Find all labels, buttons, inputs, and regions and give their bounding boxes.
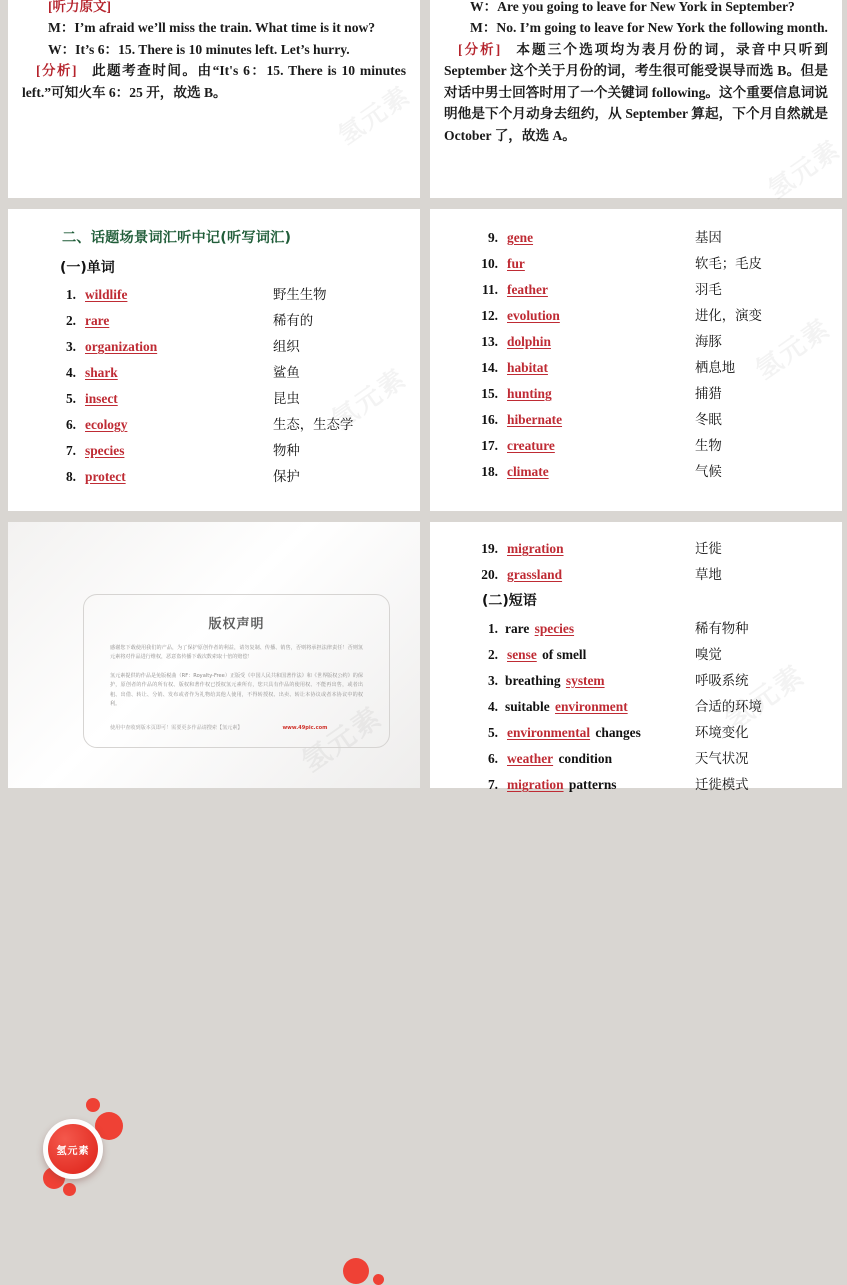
vocabulary-english: feather — [507, 282, 548, 297]
vocabulary-row — [446, 435, 826, 454]
vocabulary-chinese: 稀有的 — [273, 314, 314, 329]
vocabulary-number: 17. — [481, 438, 498, 453]
phrase-chinese: 呼吸系统 — [695, 674, 749, 689]
slide-vocabulary-3 — [430, 522, 842, 793]
vocabulary-english: hunting — [507, 386, 552, 401]
phrase-number: 7. — [487, 777, 498, 792]
phrase-row — [446, 618, 826, 637]
vocabulary-row — [446, 461, 826, 480]
phrase-row — [446, 644, 826, 663]
website-url[interactable]: www.49pic.com — [282, 724, 328, 731]
vocabulary-english: gene — [507, 230, 534, 245]
vocabulary-row — [24, 310, 404, 329]
vocabulary-number: 11. — [482, 282, 498, 297]
vocabulary-chinese: 迁徙 — [695, 542, 722, 557]
vocabulary-english: migration — [507, 541, 564, 556]
vocabulary-english: creature — [507, 438, 555, 453]
vocabulary-row — [24, 466, 404, 485]
transcript-line-w1: W：It’s 6：15. There is 10 minutes left. Let’s hurry. — [48, 41, 350, 57]
vocabulary-number: 4. — [65, 365, 76, 380]
section-heading: 二、话题场景词汇听中记(听写词汇) — [62, 230, 292, 246]
copyright-title: 版权声明 — [208, 617, 265, 632]
phrase-english — [505, 647, 695, 663]
phrase-keyword: sense — [507, 647, 537, 662]
phrase-row — [446, 722, 826, 741]
vocabulary-row — [446, 383, 826, 402]
vocabulary-number: 14. — [481, 360, 498, 375]
phrase-chinese: 稀有物种 — [695, 622, 749, 637]
vocabulary-chinese: 羽毛 — [695, 283, 722, 298]
vocabulary-chinese: 捕猎 — [695, 387, 722, 402]
vocabulary-english: dolphin — [507, 334, 551, 349]
phrase-plain-after: condition — [555, 751, 613, 766]
vocabulary-english: shark — [85, 365, 118, 380]
vocabulary-row — [24, 440, 404, 459]
phrase-number: 2. — [487, 647, 498, 662]
vocabulary-english: species — [85, 443, 125, 458]
vocabulary-row — [446, 331, 826, 350]
phrase-keyword: system — [565, 673, 605, 688]
decorative-bubble — [63, 1183, 76, 1196]
vocabulary-chinese: 栖息地 — [695, 361, 736, 376]
vocabulary-row — [24, 362, 404, 381]
vocabulary-number: 2. — [65, 313, 76, 328]
vocabulary-english: climate — [507, 464, 549, 479]
vocabulary-row — [446, 409, 826, 428]
phrase-plain-after: changes — [592, 725, 641, 740]
slide-vocabulary-2 — [430, 209, 842, 511]
analysis-tag: [分析] — [36, 63, 77, 79]
vocabulary-row — [24, 336, 404, 355]
vocabulary-english: grassland — [507, 567, 563, 582]
copyright-footer — [110, 724, 363, 731]
phrase-chinese: 嗅觉 — [695, 648, 722, 663]
phrase-english — [505, 621, 695, 637]
phrase-keyword: migration — [507, 777, 564, 792]
phrase-plain-before: suitable — [505, 699, 553, 714]
vocabulary-chinese: 基因 — [695, 231, 722, 246]
phrase-english — [505, 777, 695, 793]
vocabulary-row — [24, 284, 404, 303]
analysis-paragraph — [444, 39, 828, 146]
transcript-line-m1: M：I’m afraid we’ll miss the train. What time is it now? — [48, 20, 376, 36]
slide-listening-transcript-2 — [430, 0, 842, 198]
vocabulary-chinese: 气候 — [695, 465, 722, 480]
subsection-heading: (一)单词 — [60, 260, 115, 276]
vocabulary-chinese: 冬眠 — [695, 413, 722, 428]
vocabulary-number: 15. — [481, 386, 498, 401]
vocabulary-row — [446, 357, 826, 376]
vocabulary-english: habitat — [507, 360, 548, 375]
word-list — [446, 227, 826, 480]
analysis-paragraph — [22, 60, 406, 103]
vocabulary-chinese: 保护 — [273, 470, 300, 485]
vocabulary-number: 16. — [481, 412, 498, 427]
phrase-row — [446, 696, 826, 715]
vocabulary-number: 3. — [65, 339, 76, 354]
vocabulary-number: 18. — [481, 464, 498, 479]
vocabulary-number: 20. — [481, 567, 498, 582]
phrase-plain-before: breathing — [505, 673, 564, 688]
transcript-tag: [听力原文] — [48, 0, 111, 14]
vocabulary-chinese: 野生生物 — [273, 288, 327, 303]
vocabulary-english: protect — [85, 469, 126, 484]
decorative-bubble — [373, 1274, 384, 1285]
slide-vocabulary-1 — [8, 209, 420, 511]
vocabulary-number: 8. — [65, 469, 76, 484]
brand-logo-text: 氢元素 — [56, 1145, 90, 1157]
vocabulary-row — [24, 388, 404, 407]
phrase-keyword: weather — [507, 751, 554, 766]
phrase-chinese: 合适的环境 — [695, 700, 762, 715]
phrase-english — [505, 751, 695, 767]
word-list — [446, 538, 826, 583]
vocabulary-row — [446, 305, 826, 324]
vocabulary-number: 1. — [65, 287, 76, 302]
phrase-plain-after: of smell — [538, 647, 587, 662]
vocabulary-number: 13. — [481, 334, 498, 349]
copyright-panel — [83, 594, 390, 748]
analysis-tag: [分析] — [458, 41, 501, 57]
vocabulary-number: 12. — [481, 308, 498, 323]
vocabulary-chinese: 草地 — [695, 568, 722, 583]
phrase-english — [505, 673, 695, 689]
vocabulary-english: wildlife — [85, 287, 128, 302]
vocabulary-row — [446, 227, 826, 246]
vocabulary-english: evolution — [507, 308, 560, 323]
vocabulary-english: ecology — [85, 417, 128, 432]
vocabulary-chinese: 生态，生态学 — [273, 418, 354, 433]
copyright-paragraph-1: 感谢您下载使用我们的产品，为了保护原创作者的利益，请勿复制、传播、销售，否则将承担法律责任！否则氢元素将对作品进行维权，恶意盗传播下载次数索取十倍的赔偿！ — [110, 645, 363, 661]
analysis-text: 本题三个选项均为表月份的词，录音中只听到 September 这个关于月份的词，考生很可能受误导而选 B。但是对话中男士回答时用了一个关键词 following。这个重要信息词说明他是下个月动身去纽约，从 September 算起，下个月自然就是 October 了，故选 A。 — [444, 41, 829, 143]
phrase-number: 3. — [487, 673, 498, 688]
vocabulary-chinese: 软毛；毛皮 — [695, 257, 762, 272]
vocabulary-number: 5. — [65, 391, 76, 406]
phrase-keyword: environmental — [507, 725, 591, 740]
phrase-chinese: 天气状况 — [695, 752, 749, 767]
phrase-english — [505, 699, 695, 715]
vocabulary-number: 7. — [65, 443, 76, 458]
slide-listening-transcript-1 — [8, 0, 420, 198]
vocabulary-row — [446, 279, 826, 298]
vocabulary-row — [446, 564, 826, 583]
vocabulary-chinese: 昆虫 — [273, 392, 300, 407]
transcript-tag-line — [48, 0, 406, 17]
phrase-plain-before: rare — [505, 621, 533, 636]
decorative-bubble — [86, 1098, 100, 1112]
phrase-english — [505, 725, 695, 741]
vocabulary-chinese: 鲨鱼 — [273, 366, 300, 381]
vocabulary-english: fur — [507, 256, 525, 271]
phrase-number: 4. — [487, 699, 498, 714]
vocabulary-number: 6. — [65, 417, 76, 432]
phrase-row — [446, 748, 826, 767]
phrase-row — [446, 670, 826, 689]
vocabulary-row — [24, 414, 404, 433]
vocabulary-chinese: 物种 — [273, 444, 300, 459]
phrase-number: 6. — [487, 751, 498, 766]
phrase-number: 1. — [487, 621, 498, 636]
vocabulary-english: insect — [85, 391, 118, 406]
copyright-paragraph-2: 氢元素提供的作品是免版税曲（RF：Royalty-Free）正版受《中国人民共和国著作法》和《世界版权公约》的保护，原创者的作品的所有权、版权和著作权已授权氢元素所有，您只具有作品的使用权、不能再出售，或者出租、出借、转让、分销、发布或者作为礼物给其他人使用，不得转授权、出卖、转让本协议或者本协议中的权利。 — [110, 672, 363, 708]
vocabulary-number: 10. — [481, 256, 498, 271]
vocabulary-number: 9. — [487, 230, 498, 245]
subsection-heading: (二)短语 — [482, 593, 537, 609]
vocabulary-row — [446, 538, 826, 557]
vocabulary-chinese: 海豚 — [695, 335, 722, 350]
transcript-line-w1: W：Are you going to leave for New York in September? — [470, 0, 795, 14]
vocabulary-chinese: 组织 — [273, 340, 300, 355]
vocabulary-number: 19. — [481, 541, 498, 556]
word-list — [24, 284, 404, 485]
brand-logo-badge — [43, 1119, 103, 1179]
vocabulary-english: hibernate — [507, 412, 563, 427]
phrase-list — [446, 618, 826, 793]
vocabulary-chinese: 进化，演变 — [695, 309, 762, 324]
slide-copyright-notice — [8, 522, 420, 1157]
phrase-chinese: 环境变化 — [695, 726, 749, 741]
decorative-bubble — [343, 1258, 369, 1284]
phrase-plain-after: patterns — [565, 777, 617, 792]
copyright-footer-note: 使用中查收到版本页即可！需要更多作品请搜索【氢元素】 — [110, 725, 243, 731]
vocabulary-row — [446, 253, 826, 272]
phrase-number: 5. — [487, 725, 498, 740]
vocabulary-english: organization — [85, 339, 158, 354]
phrase-chinese: 迁徙模式 — [695, 778, 749, 793]
phrase-keyword: environment — [555, 699, 628, 714]
analysis-text: 此题考查时间。由“It's 6：15. There is 10 minutes left.”可知火车 6：25 开，故选 B。 — [22, 63, 406, 100]
vocabulary-chinese: 生物 — [695, 439, 722, 454]
transcript-line-m1: M：No. I’m going to leave for New York the following month. — [470, 20, 828, 36]
vocabulary-english: rare — [85, 313, 110, 328]
phrase-row — [446, 774, 826, 793]
phrase-keyword: species — [534, 621, 575, 636]
